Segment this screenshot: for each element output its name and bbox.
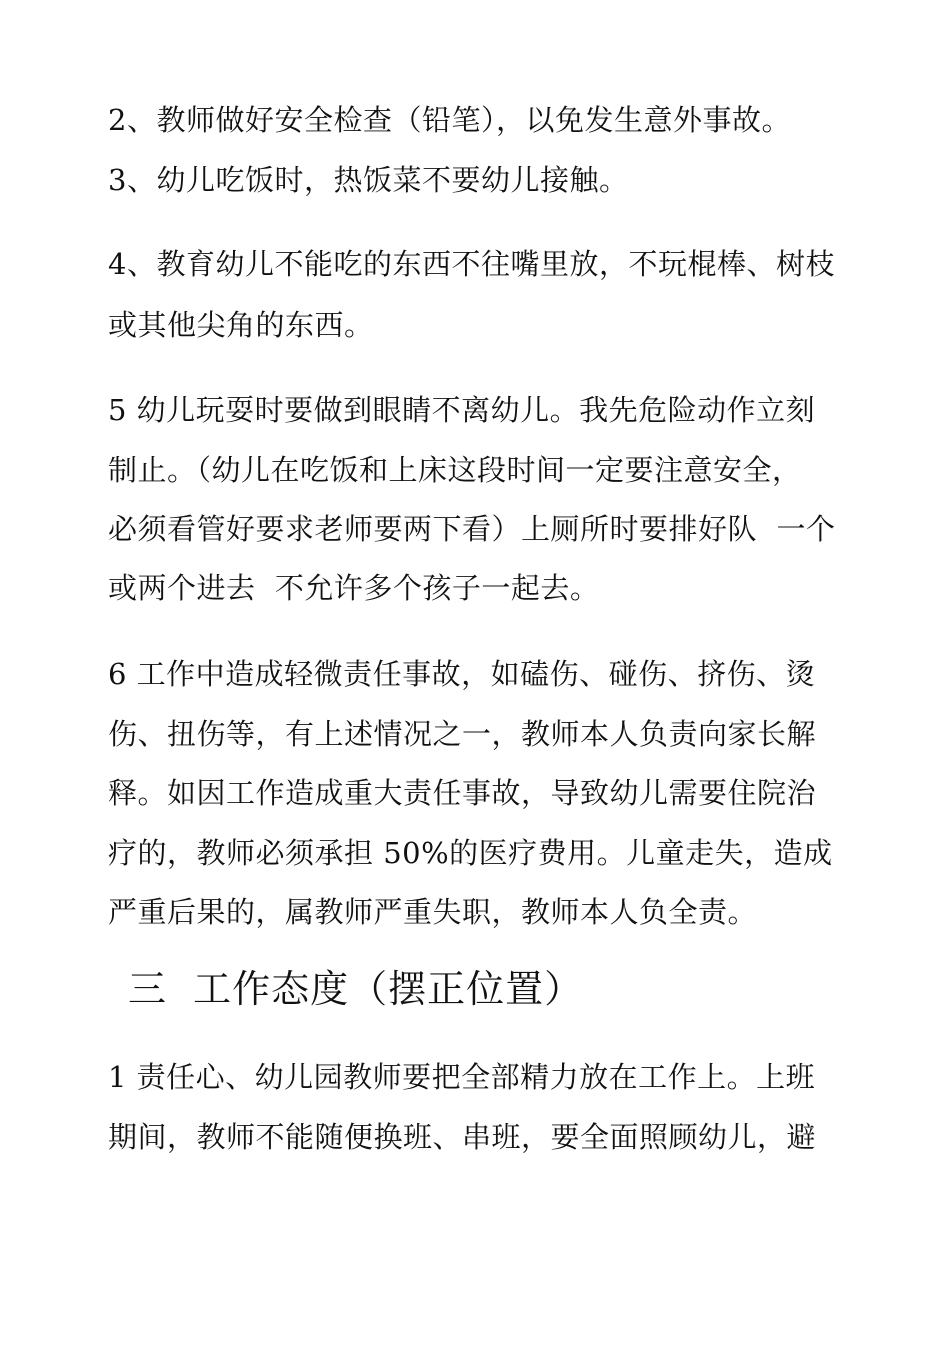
text-line: 2、教师做好安全检查（铅笔），以免发生意外事故。 — [108, 103, 791, 137]
text-line: 或其他尖角的东西。 — [108, 308, 374, 342]
section-heading: 三 工作态度（摆正位置） — [128, 967, 584, 1011]
text-line: 或两个进去 不允许多个孩子一起去。 — [108, 571, 600, 605]
text-line: 5 幼儿玩耍时要做到眼睛不离幼儿。我先危险动作立刻 — [108, 393, 816, 427]
text-line: 严重后果的，属教师严重失职，教师本人负全责。 — [108, 895, 758, 929]
text-line: 期间，教师不能随便换班、串班，要全面照顾幼儿，避 — [108, 1120, 817, 1154]
text-line: 疗的，教师必须承担 50%的医疗费用。儿童走失，造成 — [108, 836, 833, 870]
text-line: 制止。（幼儿在吃饭和上床这段时间一定要注意安全， — [108, 453, 802, 487]
text-line: 必须看管好要求老师要两下看）上厕所时要排好队 一个 — [108, 512, 836, 546]
text-line: 1 责任心、幼儿园教师要把全部精力放在工作上。上班 — [108, 1060, 816, 1094]
text-line: 6 工作中造成轻微责任事故，如磕伤、碰伤、挤伤、烫 — [108, 657, 816, 691]
text-line: 释。如因工作造成重大责任事故，导致幼儿需要住院治 — [108, 776, 817, 810]
text-line: 伤、扭伤等，有上述情况之一，教师本人负责向家长解 — [108, 717, 817, 751]
text-line: 4、教育幼儿不能吃的东西不往嘴里放，不玩棍棒、树枝 — [108, 247, 835, 281]
text-line: 3、幼儿吃饭时，热饭菜不要幼儿接触。 — [108, 163, 629, 197]
